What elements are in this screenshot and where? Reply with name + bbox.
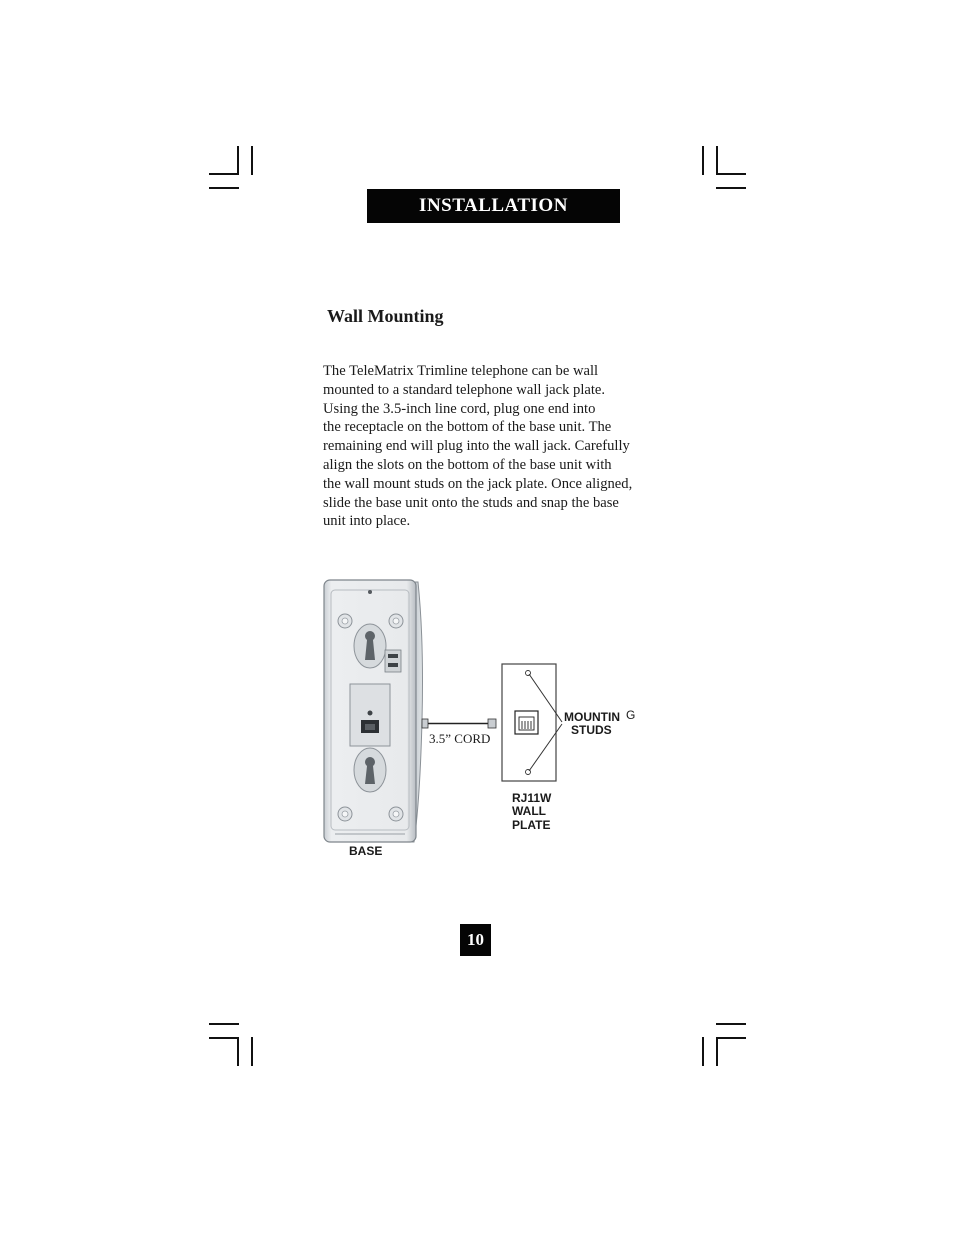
wall-plate-label-line1: RJ11W — [512, 791, 552, 805]
body-line: the wall mount studs on the jack plate. Once aligned, — [323, 475, 633, 492]
mounting-studs-label-line2: STUDS — [571, 723, 612, 737]
body-line: mounted to a standard telephone wall jack plate. — [323, 381, 606, 398]
base-label: BASE — [349, 844, 383, 858]
wall-plate-illustration — [502, 664, 562, 781]
page-number: 10 — [467, 930, 484, 949]
page-heading: Wall Mounting — [327, 306, 444, 326]
cord-label: 3.5” CORD — [429, 731, 491, 746]
mounting-studs-label-line1: MOUNTIN — [564, 710, 620, 724]
body-line: remaining end will plug into the wall jack. Carefully — [323, 438, 630, 455]
page-number-badge — [460, 924, 491, 956]
base-unit-illustration — [324, 580, 423, 842]
mounting-studs-label-g: G — [626, 708, 636, 722]
body-line: the receptacle on the bottom of the base unit. The — [323, 419, 612, 436]
section-title: INSTALLATION — [419, 195, 568, 216]
line-cord-illustration — [422, 719, 496, 728]
body-line: slide the base unit onto the studs and snap the base — [323, 494, 619, 511]
body-line: The TeleMatrix Trimline telephone can be wall — [323, 363, 599, 379]
wall-plate-label-line3: PLATE — [512, 818, 551, 832]
body-line: align the slots on the bottom of the base unit with — [323, 456, 612, 473]
wall-plate-label-line2: WALL — [512, 804, 546, 818]
body-line: Using the 3.5-inch line cord, plug one end into — [323, 400, 596, 417]
body-line: unit into place. — [323, 513, 411, 530]
